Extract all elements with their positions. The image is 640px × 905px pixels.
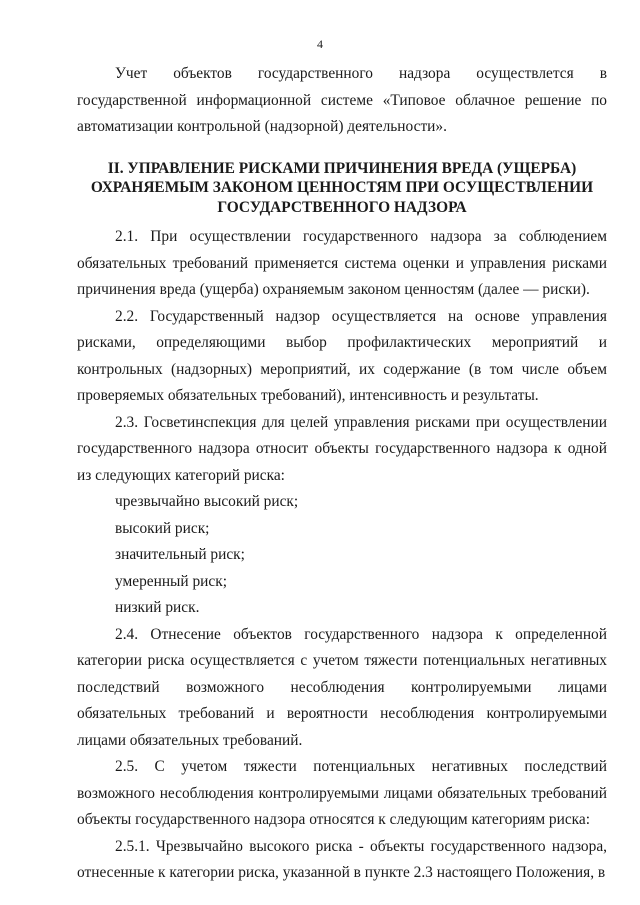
page-number: 4 [317, 37, 323, 51]
intro-paragraph: Учет объектов государственного надзора осуществлется в государственной информационной системе «Типовое облачное решение по автоматизации контрольной (надзорной) деятельности». [77, 65, 607, 135]
section-heading-line-1: II. УПРАВЛЕНИЕ РИСКАМИ ПРИЧИНЕНИЯ ВРЕДА (УЩЕРБА) [107, 159, 577, 177]
risk-category-item: низкий риск. [115, 599, 200, 616]
section-heading-line-3: ГОСУДАРСТВЕННОГО НАДЗОРА [217, 198, 467, 216]
paragraph-2-3: 2.3. Госветинспекция для целей управления рисками при осуществлении государственного надзора относит объекты государственного надзора к одной из следующих категорий риска: [77, 413, 607, 484]
risk-category-list [77, 489, 607, 622]
risk-category-item: чрезвычайно высокий риск; [115, 493, 299, 510]
paragraph-2-4: 2.4. Отнесение объектов государственного надзора к определенной категории риска осуществляется с учетом тяжести потенциальных негативных последствий возможного несоблюдения контролируемыми лицами обязательных требований и вероятности несоблюдения контролируемыми лицами обязательных требований. [77, 625, 607, 749]
section-heading-line-2: ОХРАНЯЕМЫМ ЗАКОНОМ ЦЕННОСТЯМ ПРИ ОСУЩЕСТВЛЕНИИ [90, 179, 594, 196]
paragraph-2-2: 2.2. Государственный надзор осуществляется на основе управления рисками, определяющими выбор профилактических мероприятий и контрольных (надзорных) мероприятий, их содержание (в том числе объем проверяемых обязательных требований), интенсивность и результаты. [77, 307, 607, 404]
paragraph-2-5-1: 2.5.1. Чрезвычайно высокого риска - объекты государственного надзора, отнесенные к категории риска, указанной в пункте 2.3 настоящего Положения, в [77, 837, 607, 881]
risk-category-item: высокий риск; [115, 519, 210, 537]
risk-category-item: значительный риск; [115, 546, 245, 563]
risk-category-item: умеренный риск; [115, 572, 228, 590]
document-body [77, 61, 607, 887]
paragraph-2-5: 2.5. С учетом тяжести потенциальных негативных последствий возможного несоблюдения контролируемыми лицами обязательных требований объекты государственного надзора относятся к следующим категориям риска: [77, 758, 607, 828]
paragraph-2-1: 2.1. При осуществлении государственного надзора за соблюдением обязательных требований применяется система оценки и управления рисками причинения вреда (ущерба) охраняемым законом ценностям (далее — риски). [77, 228, 607, 298]
section-heading [77, 159, 607, 218]
